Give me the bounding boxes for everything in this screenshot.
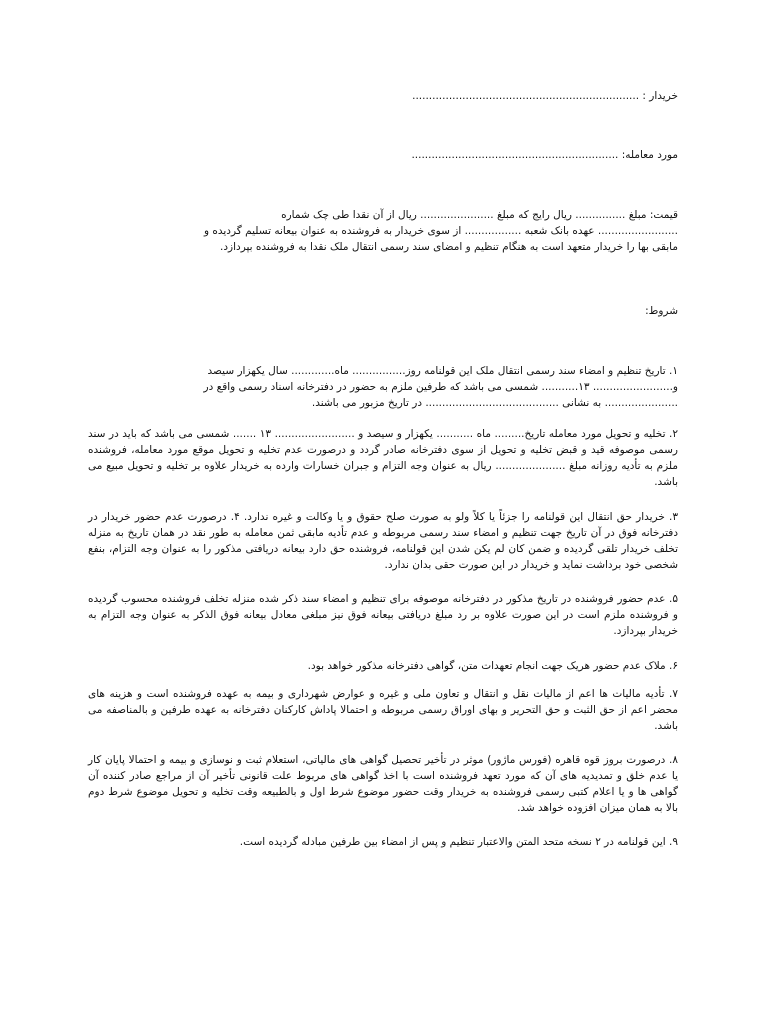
price-line-3: مابقی بها را خریدار متعهد است به هنگام تنظیم و امضای سند رسمی انتقال ملک نقدا به فروشنده بپردازد.: [220, 241, 678, 253]
term-1-line-1: ۱. تاریخ تنظیم و امضاء سند رسمی انتقال ملک این قولنامه روز................ ماه............. سال یکهزار سیصد: [207, 365, 678, 377]
term-1: [88, 363, 678, 411]
term-8: ۸. درصورت بروز قوه قاهره (فورس ماژور) موثر در تأخیر تحصیل گواهی های مالیاتی، استعلام ثبت و نوسازی و بیمه و احتمالا پایان کار یا عدم خلق و تمدیدیه های آن که مورد تعهد فروشنده است با اخذ گواهی های مربوط علت قانونی تأخیر آن از مراجع صادر کننده آن گواهی ها و یا اعلام کتبی رسمی فروشنده به خریدار وقت حضور موضوع شرط اول و بالطبیعه وقت تخلیه و تحویل موضوع شرط دوم بالا به همان میزان افزوده خواهد شد.: [88, 754, 678, 814]
term-1-line-3: ...................... به نشانی ........................................ در تاریخ مزبور می باشند.: [311, 397, 678, 409]
term-1-line-2: و........................ ۱۳........... شمسی می باشد که طرفین ملزم به حضور در دفترخانه اسناد رسمی واقع در: [203, 381, 678, 393]
term-7: ۷. تأدیه مالیات ها اعم از مالیات نقل و انتقال و تعاون ملی و غیره و عوارض شهرداری و بیمه به عهده فروشنده است و هزینه های محضر اعم از حق الثبت و حق التحریر و بهای اوراق رسمی مربوطه و احتمالا پاداش کارکنان دفترخانه به عهده طرفین و بالمناصفه می باشد.: [88, 688, 678, 732]
term-6: ۶. ملاک عدم حضور هریک جهت انجام تعهدات متن، گواهی دفترخانه مذکور خواهد بود.: [307, 660, 678, 672]
term-9: ۹. این قولنامه در ۲ نسخه متحد المتن والاعتبار تنظیم و پس از امضاء بین طرفین مبادله گردیده است.: [239, 836, 678, 848]
term-3-4: ۳. خریدار حق انتقال این قولنامه را جزئاً یا کلاً ولو به صورت صلح حقوق و یا وکالت و غیره ندارد. ۴. درصورت عدم حضور خریدار در دفترخانه فوق در آن تاریخ جهت تنظیم و امضاء سند رسمی مربوطه و عدم تأدیه مابقی ثمن معامله به طور نقد در همان تاریخ به منزله تخلف خریدار تلقی گردیده و ضمن کان لم یکن شدن این قولنامه، فروشنده حق دارد بیعانه دریافتی مذکور را به عنوان وجه التزام، بنفع شخصی خود برداشت نماید و خریدار در این صورت حقی بدان ندارد.: [88, 511, 679, 571]
term-5: ۵. عدم حضور فروشنده در تاریخ مذکور در دفترخانه موصوفه برای تنظیم و امضاء سند ذکر شده منزله تخلف فروشنده محسوب گردیده و فروشنده ملزم است در این صورت علاوه بر رد مبلغ دریافتی بیعانه فوق نیز مبلغی معادل بیعانه فوق الذکر به عنوان وجه التزام به خریدار بپردازد.: [88, 593, 678, 637]
term-2: ۲. تخلیه و تحویل مورد معامله تاریخ......... ماه ........... یکهزار و سیصد و ........................ ۱۳ ....... شمسی می باشد که باید در سند رسمی موصوفه قید و قبض تخلیه و تحویل از سوی دفترخانه صادر گردد و درصورت عدم تخلیه و تحویل موقع مورد معامله، فروشنده ملزم به تأدیه روزانه مبلغ ..................... ریال به عنوان وجه التزام و جبران خسارات وارده به خریدار علاوه بر تخلیه و تحویل مبیع می باشد.: [88, 428, 678, 488]
buyer-field: خریدار : ....................................................................: [412, 90, 678, 102]
price-line-1: قیمت: مبلغ ............... ریال رایج که مبلغ ...................... ریال از آن نقدا طی چک شماره: [281, 209, 678, 221]
price-line-2: ........................ عهده بانک شعبه ................. از سوی خریدار به فروشنده به عنوان بیعانه تسلیم گردیده و: [203, 225, 678, 237]
conditions-heading: شروط:: [645, 305, 678, 317]
subject-field: مورد معامله: ..............................................................: [411, 149, 678, 161]
price-clause: [88, 207, 678, 255]
